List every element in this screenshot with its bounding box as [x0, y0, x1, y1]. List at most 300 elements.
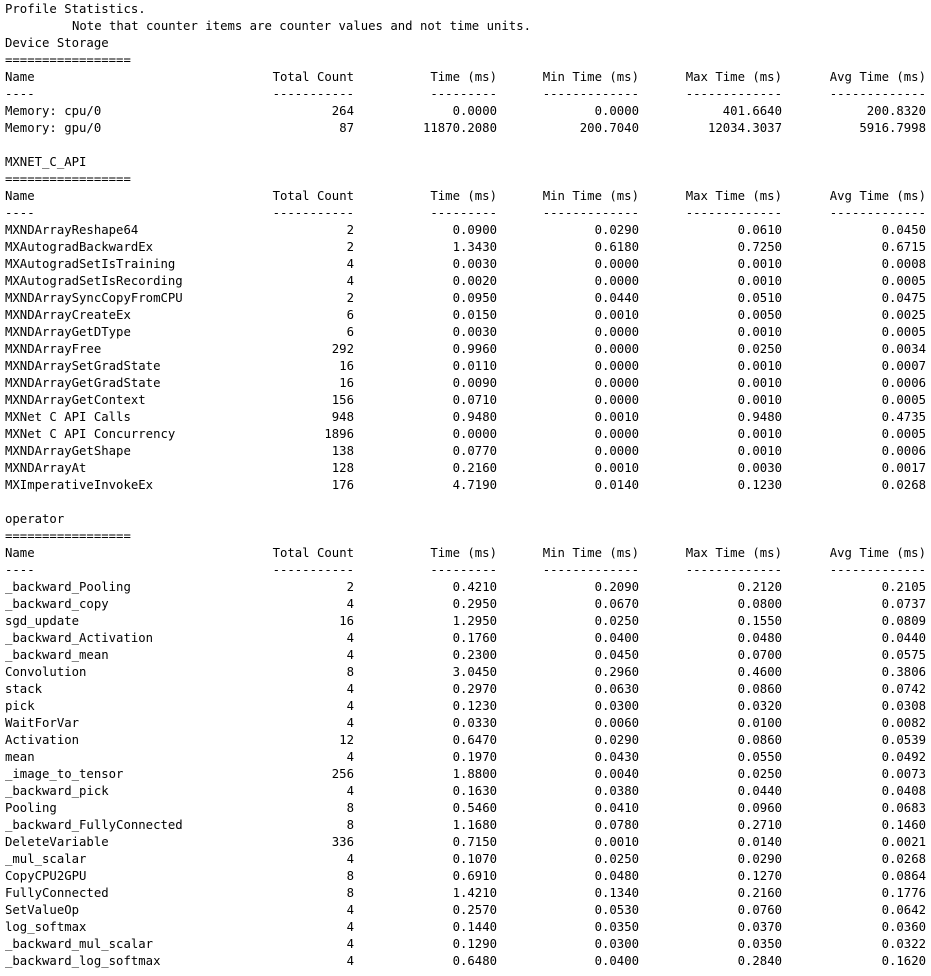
cell-time: 0.1760	[452, 631, 497, 645]
cell-min: 0.0410	[594, 801, 639, 815]
cell-min: 0.0440	[594, 291, 639, 305]
cell-count: 4	[346, 648, 354, 662]
cell-time: 0.0900	[452, 223, 497, 237]
cell-max: 0.0140	[737, 835, 782, 849]
cell-min: 0.1340	[594, 886, 639, 900]
divider-max: -------------	[685, 87, 782, 101]
table-row	[5, 834, 927, 851]
cell-avg: 0.0360	[881, 920, 926, 934]
cell-count: 8	[346, 886, 354, 900]
cell-count: 948	[331, 410, 354, 424]
cell-avg: 0.0268	[881, 852, 926, 866]
cell-time: 0.9480	[452, 410, 497, 424]
table-row	[5, 426, 927, 443]
cell-name: mean	[5, 750, 35, 764]
cell-max: 0.0860	[737, 682, 782, 696]
cell-max: 0.0010	[737, 393, 782, 407]
divider-min: -------------	[542, 87, 639, 101]
cell-name: _image_to_tensor	[5, 767, 124, 781]
cell-min: 0.0430	[594, 750, 639, 764]
cell-avg: 0.4735	[881, 410, 926, 424]
table-row	[5, 613, 927, 630]
cell-count: 2	[346, 240, 354, 254]
cell-time: 0.9960	[452, 342, 497, 356]
cell-avg: 0.0025	[881, 308, 926, 322]
header-avg: Avg Time (ms)	[829, 70, 926, 84]
section-1	[5, 137, 927, 494]
cell-name: log_softmax	[5, 920, 87, 934]
cell-min: 0.2960	[594, 665, 639, 679]
table-row	[5, 443, 927, 460]
cell-min: 0.0000	[594, 342, 639, 356]
cell-avg: 0.0642	[881, 903, 926, 917]
cell-count: 4	[346, 903, 354, 917]
table-row	[5, 120, 927, 137]
header-max: Max Time (ms)	[685, 189, 782, 203]
cell-max: 0.0050	[737, 308, 782, 322]
header-count: Total Count	[272, 546, 354, 560]
cell-name: MXNDArraySetGradState	[5, 359, 161, 373]
cell-time: 0.0000	[452, 427, 497, 441]
cell-max: 0.7250	[737, 240, 782, 254]
cell-max: 0.0440	[737, 784, 782, 798]
table-header-row	[5, 545, 927, 562]
cell-max: 0.0030	[737, 461, 782, 475]
cell-name: _backward_mul_scalar	[5, 937, 154, 951]
cell-max: 0.0250	[737, 342, 782, 356]
divider-time: ---------	[430, 563, 497, 577]
section-spacer	[5, 137, 927, 154]
cell-time: 4.7190	[452, 478, 497, 492]
cell-count: 1896	[324, 427, 354, 441]
cell-count: 4	[346, 852, 354, 866]
cell-max: 0.0550	[737, 750, 782, 764]
table-row	[5, 273, 927, 290]
cell-avg: 0.0408	[881, 784, 926, 798]
cell-avg: 0.0450	[881, 223, 926, 237]
divider-min: -------------	[542, 206, 639, 220]
section-title: Device Storage	[5, 36, 109, 50]
cell-min: 0.0140	[594, 478, 639, 492]
cell-count: 4	[346, 716, 354, 730]
cell-name: MXNDArrayGetDType	[5, 325, 131, 339]
report-note: Note that counter items are counter values and not time units.	[72, 19, 532, 33]
table-row	[5, 290, 927, 307]
cell-count: 8	[346, 869, 354, 883]
header-avg: Avg Time (ms)	[829, 546, 926, 560]
cell-count: 264	[331, 104, 354, 118]
cell-count: 4	[346, 937, 354, 951]
cell-min: 0.0290	[594, 223, 639, 237]
cell-max: 0.0010	[737, 359, 782, 373]
section-title: MXNET_C_API	[5, 155, 87, 169]
cell-min: 0.0530	[594, 903, 639, 917]
table-row	[5, 800, 927, 817]
cell-time: 0.0110	[452, 359, 497, 373]
header-min: Min Time (ms)	[542, 70, 639, 84]
cell-min: 0.0010	[594, 461, 639, 475]
cell-count: 4	[346, 784, 354, 798]
cell-max: 0.1270	[737, 869, 782, 883]
cell-min: 200.7040	[579, 121, 639, 135]
section-title: operator	[5, 512, 65, 526]
table-header-row	[5, 188, 927, 205]
cell-max: 0.0800	[737, 597, 782, 611]
cell-avg: 0.0737	[881, 597, 926, 611]
cell-name: SetValueOp	[5, 903, 80, 917]
cell-avg: 0.1460	[881, 818, 926, 832]
table-divider-row	[5, 562, 927, 579]
cell-time: 0.1070	[452, 852, 497, 866]
cell-count: 8	[346, 818, 354, 832]
profile-statistics-document	[5, 1, 927, 970]
cell-name: _backward_Pooling	[5, 580, 131, 594]
cell-name: MXAutogradSetIsRecording	[5, 274, 183, 288]
cell-avg: 0.0005	[881, 274, 926, 288]
header-max: Max Time (ms)	[685, 546, 782, 560]
cell-max: 0.0610	[737, 223, 782, 237]
table-row	[5, 783, 927, 800]
cell-avg: 0.0034	[881, 342, 926, 356]
table-row	[5, 885, 927, 902]
cell-avg: 0.3806	[881, 665, 926, 679]
cell-name: sgd_update	[5, 614, 80, 628]
cell-avg: 0.1620	[881, 954, 926, 968]
cell-max: 12034.3037	[707, 121, 782, 135]
cell-name: MXNDArrayCreateEx	[5, 308, 131, 322]
cell-count: 4	[346, 274, 354, 288]
cell-time: 0.2160	[452, 461, 497, 475]
cell-min: 0.0000	[594, 359, 639, 373]
cell-name: MXAutogradBackwardEx	[5, 240, 154, 254]
cell-min: 0.0040	[594, 767, 639, 781]
cell-time: 0.2300	[452, 648, 497, 662]
cell-time: 0.2570	[452, 903, 497, 917]
cell-count: 16	[339, 376, 354, 390]
cell-avg: 0.0006	[881, 444, 926, 458]
cell-max: 0.2160	[737, 886, 782, 900]
cell-min: 0.0000	[594, 444, 639, 458]
cell-count: 128	[331, 461, 354, 475]
table-row	[5, 460, 927, 477]
cell-name: MXNDArrayGetGradState	[5, 376, 161, 390]
cell-time: 0.2950	[452, 597, 497, 611]
cell-avg: 5916.7998	[859, 121, 926, 135]
cell-max: 0.2710	[737, 818, 782, 832]
cell-count: 87	[339, 121, 354, 135]
table-divider-row	[5, 86, 927, 103]
cell-name: _backward_FullyConnected	[5, 818, 183, 832]
cell-min: 0.0300	[594, 699, 639, 713]
cell-avg: 0.0007	[881, 359, 926, 373]
cell-time: 3.0450	[452, 665, 497, 679]
cell-min: 0.0010	[594, 410, 639, 424]
cell-name: _backward_Activation	[5, 631, 154, 645]
cell-time: 0.0330	[452, 716, 497, 730]
table-row	[5, 341, 927, 358]
divider-avg: -------------	[829, 87, 926, 101]
cell-avg: 0.0082	[881, 716, 926, 730]
cell-time: 0.6470	[452, 733, 497, 747]
cell-min: 0.0010	[594, 308, 639, 322]
divider-name: ----	[5, 563, 35, 577]
divider-count: -----------	[272, 563, 354, 577]
cell-name: CopyCPU2GPU	[5, 869, 87, 883]
section-rule: =================	[5, 529, 131, 543]
cell-name: MXNDArraySyncCopyFromCPU	[5, 291, 183, 305]
divider-avg: -------------	[829, 206, 926, 220]
cell-count: 6	[346, 325, 354, 339]
cell-time: 0.1970	[452, 750, 497, 764]
header-time: Time (ms)	[430, 70, 497, 84]
cell-count: 4	[346, 597, 354, 611]
cell-name: _backward_copy	[5, 597, 109, 611]
table-row	[5, 868, 927, 885]
cell-time: 11870.2080	[422, 121, 497, 135]
cell-min: 0.0000	[594, 257, 639, 271]
table-row	[5, 596, 927, 613]
cell-time: 0.0710	[452, 393, 497, 407]
divider-count: -----------	[272, 87, 354, 101]
cell-avg: 0.0021	[881, 835, 926, 849]
cell-avg: 0.1776	[881, 886, 926, 900]
cell-count: 138	[331, 444, 354, 458]
cell-max: 0.1230	[737, 478, 782, 492]
cell-name: FullyConnected	[5, 886, 109, 900]
section-0	[5, 35, 927, 137]
cell-max: 0.0010	[737, 325, 782, 339]
table-row	[5, 375, 927, 392]
sections-container	[5, 35, 927, 970]
header-avg: Avg Time (ms)	[829, 189, 926, 203]
cell-min: 0.6180	[594, 240, 639, 254]
table-row	[5, 579, 927, 596]
cell-avg: 0.0308	[881, 699, 926, 713]
cell-avg: 0.0742	[881, 682, 926, 696]
cell-avg: 0.0005	[881, 393, 926, 407]
cell-count: 2	[346, 291, 354, 305]
cell-min: 0.0400	[594, 954, 639, 968]
cell-max: 0.0010	[737, 444, 782, 458]
table-row	[5, 664, 927, 681]
cell-time: 1.1680	[452, 818, 497, 832]
header-min: Min Time (ms)	[542, 189, 639, 203]
cell-max: 0.0320	[737, 699, 782, 713]
table-row	[5, 647, 927, 664]
cell-time: 1.2950	[452, 614, 497, 628]
cell-avg: 0.0073	[881, 767, 926, 781]
cell-min: 0.0780	[594, 818, 639, 832]
cell-count: 292	[331, 342, 354, 356]
cell-time: 1.4210	[452, 886, 497, 900]
cell-min: 0.0450	[594, 648, 639, 662]
section-rule: =================	[5, 172, 131, 186]
table-row	[5, 239, 927, 256]
cell-count: 16	[339, 614, 354, 628]
cell-name: _backward_log_softmax	[5, 954, 161, 968]
cell-name: MXNet C API Concurrency	[5, 427, 176, 441]
cell-max: 0.2120	[737, 580, 782, 594]
table-header-row	[5, 69, 927, 86]
cell-time: 0.0030	[452, 257, 497, 271]
cell-name: MXNDArrayReshape64	[5, 223, 139, 237]
cell-count: 4	[346, 699, 354, 713]
cell-count: 2	[346, 223, 354, 237]
cell-name: Memory: cpu/0	[5, 104, 102, 118]
cell-min: 0.0400	[594, 631, 639, 645]
table-row	[5, 222, 927, 239]
cell-max: 0.0860	[737, 733, 782, 747]
table-divider-row	[5, 205, 927, 222]
cell-min: 0.0300	[594, 937, 639, 951]
cell-count: 4	[346, 257, 354, 271]
cell-min: 0.0250	[594, 852, 639, 866]
cell-min: 0.0000	[594, 104, 639, 118]
table-row	[5, 324, 927, 341]
table-row	[5, 749, 927, 766]
cell-max: 0.0290	[737, 852, 782, 866]
cell-max: 401.6640	[722, 104, 782, 118]
cell-min: 0.0250	[594, 614, 639, 628]
cell-name: MXNDArrayGetShape	[5, 444, 131, 458]
cell-name: stack	[5, 682, 43, 696]
table-row	[5, 919, 927, 936]
table-row	[5, 477, 927, 494]
cell-name: Convolution	[5, 665, 87, 679]
cell-avg: 200.8320	[866, 104, 926, 118]
cell-count: 4	[346, 750, 354, 764]
cell-avg: 0.0539	[881, 733, 926, 747]
cell-max: 0.9480	[737, 410, 782, 424]
cell-avg: 0.0475	[881, 291, 926, 305]
cell-name: _backward_mean	[5, 648, 109, 662]
cell-count: 4	[346, 954, 354, 968]
cell-count: 4	[346, 920, 354, 934]
table-row	[5, 681, 927, 698]
cell-avg: 0.0268	[881, 478, 926, 492]
header-name: Name	[5, 546, 35, 560]
cell-count: 176	[331, 478, 354, 492]
header-min: Min Time (ms)	[542, 546, 639, 560]
cell-count: 336	[331, 835, 354, 849]
cell-name: MXNDArrayGetContext	[5, 393, 146, 407]
cell-avg: 0.0575	[881, 648, 926, 662]
cell-time: 1.8800	[452, 767, 497, 781]
cell-min: 0.0380	[594, 784, 639, 798]
cell-count: 8	[346, 801, 354, 815]
cell-avg: 0.2105	[881, 580, 926, 594]
cell-count: 16	[339, 359, 354, 373]
cell-time: 1.3430	[452, 240, 497, 254]
cell-time: 0.0770	[452, 444, 497, 458]
cell-name: _mul_scalar	[5, 852, 87, 866]
section-spacer	[5, 494, 927, 511]
cell-count: 6	[346, 308, 354, 322]
cell-max: 0.4600	[737, 665, 782, 679]
cell-max: 0.0010	[737, 376, 782, 390]
cell-name: MXNet C API Calls	[5, 410, 131, 424]
cell-min: 0.0000	[594, 274, 639, 288]
table-row	[5, 392, 927, 409]
cell-count: 2	[346, 580, 354, 594]
cell-name: Memory: gpu/0	[5, 121, 102, 135]
cell-count: 8	[346, 665, 354, 679]
cell-count: 156	[331, 393, 354, 407]
table-row	[5, 358, 927, 375]
cell-time: 0.0950	[452, 291, 497, 305]
cell-min: 0.2090	[594, 580, 639, 594]
table-row	[5, 307, 927, 324]
cell-max: 0.0760	[737, 903, 782, 917]
divider-time: ---------	[430, 206, 497, 220]
cell-min: 0.0630	[594, 682, 639, 696]
cell-avg: 0.6715	[881, 240, 926, 254]
cell-max: 0.2840	[737, 954, 782, 968]
table-row	[5, 732, 927, 749]
divider-count: -----------	[272, 206, 354, 220]
cell-avg: 0.0322	[881, 937, 926, 951]
cell-min: 0.0010	[594, 835, 639, 849]
cell-name: _backward_pick	[5, 784, 109, 798]
cell-avg: 0.0809	[881, 614, 926, 628]
table-row	[5, 256, 927, 273]
section-rule: =================	[5, 53, 131, 67]
table-row	[5, 936, 927, 953]
divider-avg: -------------	[829, 563, 926, 577]
cell-name: Pooling	[5, 801, 57, 815]
table-row	[5, 766, 927, 783]
cell-count: 12	[339, 733, 354, 747]
cell-min: 0.0060	[594, 716, 639, 730]
table-row	[5, 715, 927, 732]
header-max: Max Time (ms)	[685, 70, 782, 84]
cell-max: 0.0100	[737, 716, 782, 730]
cell-min: 0.0480	[594, 869, 639, 883]
cell-count: 4	[346, 682, 354, 696]
cell-name: MXNDArrayFree	[5, 342, 102, 356]
cell-name: pick	[5, 699, 35, 713]
cell-max: 0.0510	[737, 291, 782, 305]
cell-name: DeleteVariable	[5, 835, 109, 849]
header-name: Name	[5, 189, 35, 203]
cell-min: 0.0000	[594, 325, 639, 339]
cell-name: MXAutogradSetIsTraining	[5, 257, 176, 271]
cell-count: 256	[331, 767, 354, 781]
cell-max: 0.0700	[737, 648, 782, 662]
cell-avg: 0.0005	[881, 325, 926, 339]
cell-min: 0.0670	[594, 597, 639, 611]
table-row	[5, 817, 927, 834]
cell-avg: 0.0017	[881, 461, 926, 475]
table-row	[5, 851, 927, 868]
cell-max: 0.0480	[737, 631, 782, 645]
cell-max: 0.0010	[737, 257, 782, 271]
cell-avg: 0.0683	[881, 801, 926, 815]
cell-min: 0.0290	[594, 733, 639, 747]
divider-min: -------------	[542, 563, 639, 577]
cell-max: 0.0350	[737, 937, 782, 951]
cell-count: 4	[346, 631, 354, 645]
header-time: Time (ms)	[430, 546, 497, 560]
divider-name: ----	[5, 87, 35, 101]
cell-min: 0.0000	[594, 393, 639, 407]
cell-min: 0.0000	[594, 376, 639, 390]
cell-time: 0.6480	[452, 954, 497, 968]
header-name: Name	[5, 70, 35, 84]
divider-max: -------------	[685, 206, 782, 220]
header-time: Time (ms)	[430, 189, 497, 203]
report-title: Profile Statistics.	[5, 2, 146, 16]
